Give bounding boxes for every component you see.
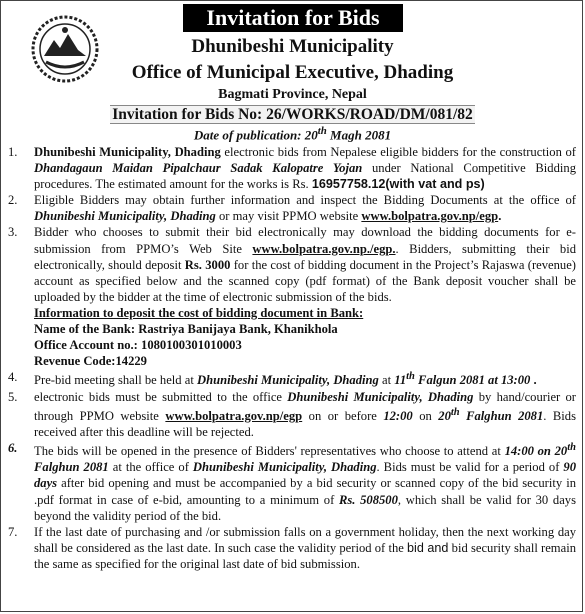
province: Bagmati Province, Nepal: [218, 87, 367, 102]
revenue-code: Revenue Code:14229: [34, 354, 147, 369]
ppmo-link[interactable]: www.bolpatra.gov.np/egp: [165, 408, 303, 423]
publication-date: Date of publication: 20th Magh 2081: [193, 125, 392, 143]
bank-info-heading: Information to deposit the cost of bidding document in Bank:: [34, 305, 364, 320]
notice-body: [8, 144, 576, 572]
ppmo-link[interactable]: www.bolpatra.gov.np./egp.: [252, 241, 396, 256]
bank-account: Office Account no.: 1080100301010003: [34, 338, 242, 353]
clause-5: 5. electronic bids must be submitted to the office Dhunibeshi Municipality, Dhading by hand/courier or through PPMO website www.bolpatra.gov.np/egp on or before 12:00 on 20th Falghun 2081. Bids received after this deadline will be rejected.: [8, 389, 577, 439]
clause-1: 1. Dhunibeshi Municipality, Dhading electronic bids from Nepalese eligible bidders for the construction of Dhandagaun Maidan Pipalchaur Sadak Kalopatre Yojan under National Competitive Bidding procedures. The estimated amount for the works is Rs. 16957758.12(with vat and ps): [8, 145, 576, 192]
clause-3: 3. Bidder who chooses to submit their bid electronically may download the bidding documents for e-submission from PPMO’s Web Site www.bolpatra.gov.np./egp.. Bidders, submitting their bid electronically, should deposit Rs. 3000 for the cost of bidding document in the Project’s Rajaswa (revenue) account as specified below and the scanned copy (pdf format) of the Bank deposit voucher shall be uploaded by the bidder at the time of electronic submission of the bids.: [8, 225, 576, 304]
clause-2: 2. Eligible Bidders may obtain further information and inspect the Bidding Documents at the office of Dhunibeshi Municipality, Dhading or may visit PPMO website www.bolpatra.gov.np/egp.: [8, 193, 576, 224]
clause-7: 7. If the last date of purchasing and /or submission falls on a government holiday, then the next working day shall be considered as the last date. In such case the validity period of the bid and bid security shall remain the same as specified for the original last date of bid submission.: [8, 524, 576, 571]
office-name: Office of Municipal Executive, Dhading: [131, 62, 454, 83]
ppmo-link[interactable]: www.bolpatra.gov.np/egp: [361, 209, 499, 224]
org-name: Dhunibeshi Municipality: [191, 36, 394, 57]
clause-4: 4. Pre-bid meeting shall be held at Dhunibeshi Municipality, Dhading at 11th Falgun 2081 at 13:00 .: [8, 370, 537, 388]
bank-name: Name of the Bank: Rastriya Banijaya Bank, Khanikhola: [34, 322, 338, 337]
banner-title: Invitation for Bids: [183, 4, 403, 32]
bid-number: Invitation for Bids No: 26/WORKS/ROAD/DM/081/82: [112, 106, 473, 123]
clause-6: 6. The bids will be opened in the presence of Bidders' representatives who choose to attend at 14:00 on 20th Falghun 2081 at the office of Dhunibeshi Municipality, Dhading. Bids must be valid for a period of 90 days after bid opening and must be accompanied by a bid security or scanned copy of the bid security in .pdf format in case of e-bid, amounting to a minimum of Rs. 508500, which shall be valid for 30 days beyond the validity period of the bid.: [8, 441, 577, 523]
